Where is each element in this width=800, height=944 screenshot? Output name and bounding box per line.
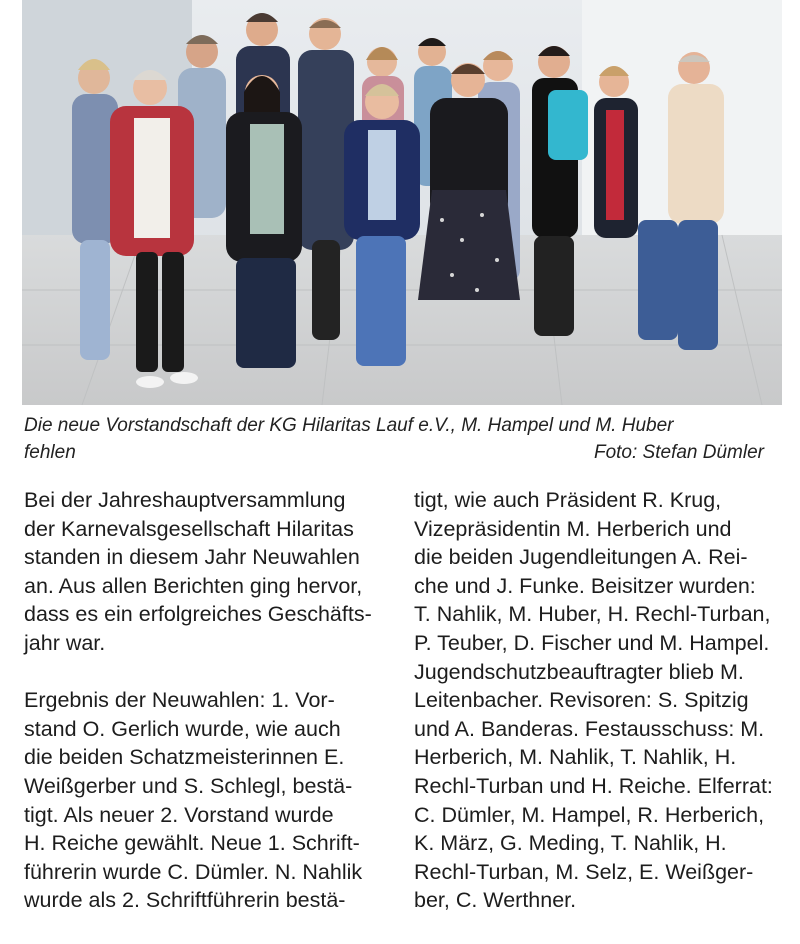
article-line: P. Teuber, D. Fischer und M. Hampel. — [414, 630, 770, 655]
article-line: Jugendschutzbeauftragter blieb M. — [414, 659, 744, 684]
article-line: wurde als 2. Schriftführerin bestä- — [24, 888, 346, 913]
article-line: H. Reiche gewählt. Neue 1. Schrift- — [24, 831, 360, 856]
article-line: Ergebnis der Neuwahlen: 1. Vor- — [24, 688, 335, 713]
photo-caption — [24, 412, 764, 466]
article-line: dass es ein erfolgreiches Geschäfts- — [24, 602, 372, 627]
article-line: tigt. Als neuer 2. Vorstand wurde — [24, 802, 334, 827]
article-line: Leitenbacher. Revisoren: S. Spitzig — [414, 688, 749, 713]
article-line: Rechl-Turban, M. Selz, E. Weißger- — [414, 859, 754, 884]
caption-line-2-row — [24, 439, 764, 466]
article-line: tigt, wie auch Präsident R. Krug, — [414, 488, 722, 512]
article-line: Weißgerber und S. Schlegl, bestä- — [24, 773, 353, 798]
article-right-column — [414, 486, 786, 915]
article-line: ber, C. Werthner. — [414, 888, 577, 913]
article-line: die beiden Jugendleitungen A. Rei- — [414, 545, 748, 570]
article-line: che und J. Funke. Beisitzer wurden: — [414, 573, 756, 598]
article-line: C. Dümler, M. Hampel, R. Herberich, — [414, 802, 765, 827]
article-line: Vizepräsidentin M. Herberich und — [414, 516, 732, 541]
photo-credit: Foto: Stefan Dümler — [593, 442, 764, 463]
article-line: die beiden Schatzmeisterinnen E. — [24, 745, 345, 770]
caption-line-2: fehlen — [24, 442, 76, 463]
article-line: T. Nahlik, M. Huber, H. Rechl-Turban, — [414, 602, 771, 627]
caption-line-1: Die neue Vorstandschaft der KG Hilaritas Lauf e.V., M. Hampel und M. Huber — [24, 415, 674, 436]
article-line: an. Aus allen Berichten ging hervor, — [24, 573, 363, 598]
article-line: Rechl-Turban und H. Reiche. Elferrat: — [414, 773, 773, 798]
group-photo — [22, 0, 782, 405]
article-line: Herberich, M. Nahlik, T. Nahlik, H. — [414, 745, 737, 770]
article-line: Bei der Jahreshauptversammlung — [24, 488, 346, 512]
article-line: stand O. Gerlich wurde, wie auch — [24, 716, 341, 741]
article-line: der Karnevalsgesellschaft Hilaritas — [24, 516, 354, 541]
article-line: und A. Banderas. Festausschuss: M. — [414, 716, 765, 741]
article-line: K. März, G. Meding, T. Nahlik, H. — [414, 831, 727, 856]
paragraph-gap — [24, 658, 399, 687]
article-left-column — [24, 486, 399, 915]
article-line: führerin wurde C. Dümler. N. Nahlik — [24, 859, 363, 884]
group-photo-illustration — [22, 0, 782, 405]
article-line: standen in diesem Jahr Neuwahlen — [24, 545, 360, 570]
article-line: jahr war. — [24, 630, 106, 655]
